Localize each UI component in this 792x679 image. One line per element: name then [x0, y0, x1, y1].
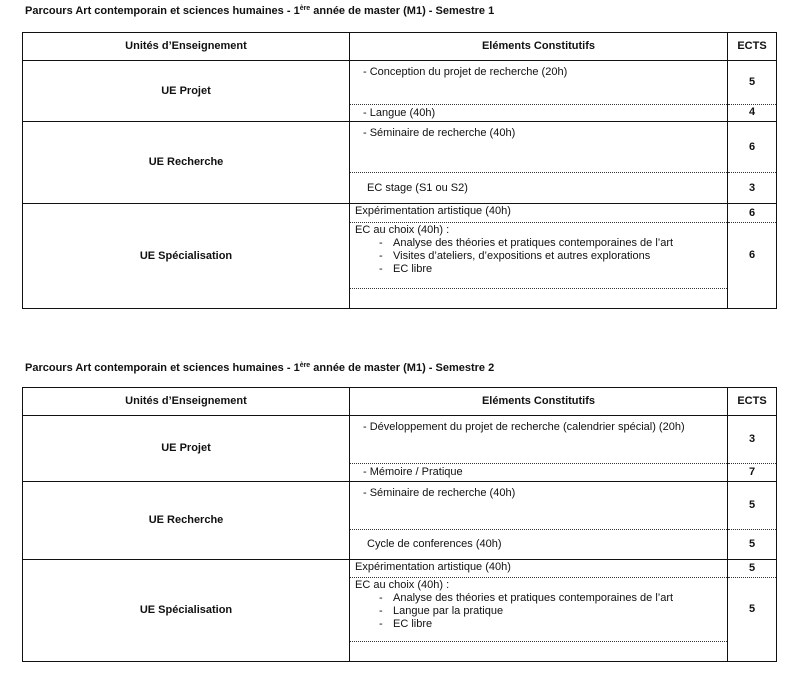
ec-choix — [350, 223, 728, 289]
ects-seminaire: 6 — [728, 122, 777, 173]
ec-experimentation: Expérimentation artistique (40h) — [350, 560, 728, 578]
ec-seminaire: - Séminaire de recherche (40h) — [350, 122, 728, 173]
semester1-table — [22, 32, 777, 309]
ec-choix-label: EC au choix (40h) : — [355, 224, 450, 236]
ec-experimentation: Expérimentation artistique (40h) — [350, 204, 728, 223]
table-row — [23, 122, 777, 173]
ec-langue: - Langue (40h) — [350, 104, 728, 121]
ue-recherche-label: UE Recherche — [23, 482, 350, 560]
ec-conception: - Conception du projet de recherche (20h) — [350, 61, 728, 105]
ec-seminaire: - Séminaire de recherche (40h) — [350, 482, 728, 530]
list-item: - Analyse des théories et pratiques contemporaines de l’art — [379, 592, 674, 604]
table-row — [23, 204, 777, 223]
list-item: - Analyse des théories et pratiques contemporaines de l’art — [379, 237, 674, 249]
ects-seminaire: 5 — [728, 482, 777, 530]
table-row — [23, 560, 777, 578]
ec-stage: EC stage (S1 ou S2) — [350, 173, 728, 204]
empty-cell — [350, 289, 728, 309]
ects-experimentation: 5 — [728, 560, 777, 578]
ects-memoire: 7 — [728, 463, 777, 481]
table-row — [23, 61, 777, 105]
semester2-table — [22, 387, 777, 662]
ue-specialisation-label: UE Spécialisation — [23, 560, 350, 662]
empty-cell — [728, 289, 777, 309]
semester2-title: Parcours Art contemporain et sciences humaines - 1ère année de master (M1) - Semestre 2 — [25, 362, 495, 374]
ue-projet-label: UE Projet — [23, 416, 350, 482]
table-row — [23, 482, 777, 530]
list-item: - EC libre — [379, 263, 433, 275]
table-row — [23, 416, 777, 464]
ects-experimentation: 6 — [728, 204, 777, 223]
ects-choix: 6 — [728, 223, 777, 289]
header-ec: Eléments Constitutifs — [350, 33, 728, 61]
ec-cycle: Cycle de conferences (40h) — [350, 530, 728, 560]
ec-memoire: - Mémoire / Pratique — [350, 463, 728, 481]
ec-developpement: - Développement du projet de recherche (calendrier spécial) (20h) — [350, 416, 728, 464]
list-item: - Visites d’ateliers, d’expositions et autres explorations — [379, 250, 651, 262]
header-ects: ECTS — [728, 33, 777, 61]
ec-choix-label: EC au choix (40h) : — [355, 579, 450, 591]
header-ects: ECTS — [728, 388, 777, 416]
ects-stage: 3 — [728, 173, 777, 204]
header-ue: Unités d’Enseignement — [23, 33, 350, 61]
list-item: - Langue par la pratique — [379, 605, 504, 617]
ects-cycle: 5 — [728, 530, 777, 560]
ects-choix: 5 — [728, 578, 777, 642]
ue-specialisation-label: UE Spécialisation — [23, 204, 350, 309]
ects-developpement: 3 — [728, 416, 777, 464]
semester1-title: Parcours Art contemporain et sciences humaines - 1ère année de master (M1) - Semestre 1 — [25, 5, 495, 17]
table-header-row — [23, 33, 777, 61]
ec-choix — [350, 578, 728, 642]
ue-recherche-label: UE Recherche — [23, 122, 350, 204]
ects-conception: 5 — [728, 61, 777, 105]
header-ue: Unités d’Enseignement — [23, 388, 350, 416]
list-item: - EC libre — [379, 618, 433, 630]
ue-projet-label: UE Projet — [23, 61, 350, 122]
empty-cell — [728, 642, 777, 662]
ects-langue: 4 — [728, 104, 777, 121]
empty-cell — [350, 642, 728, 662]
header-ec: Eléments Constitutifs — [350, 388, 728, 416]
table-header-row — [23, 388, 777, 416]
